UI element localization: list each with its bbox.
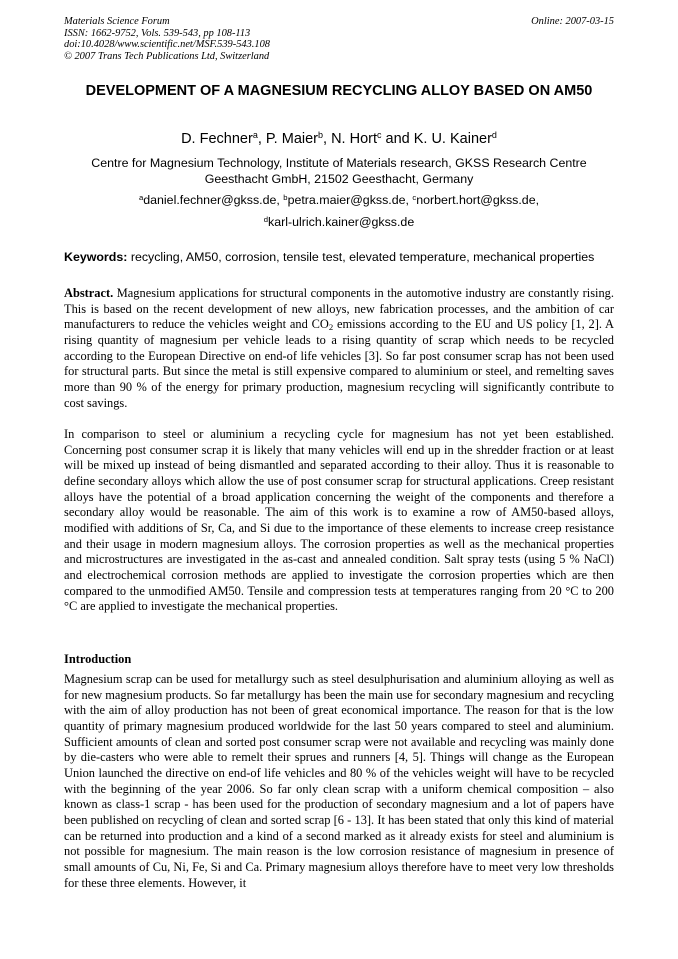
abstract-label: Abstract. [64,286,114,300]
section-heading-introduction: Introduction [64,652,132,666]
online-date: Online: 2007-03-15 [531,16,614,27]
email-line-2 [64,215,614,230]
author-separator: , [323,131,332,147]
journal-name: Materials Science Forum [64,16,170,27]
abstract-text-part2: emissions according to the EU and US policy [1, 2]. A rising quantity of magnesium per vehicle leads to a rising quantity of scrap which needs to be recycled according to the European Directive on end-of life vehicles [3]. So far post consumer scrap has not been used for structural parts. But since the metal is still expensive compared to aluminium or steel, and remelting saves more than 90 % of the energy for primary production, magnesium recycling will significantly contribute to cost savings. [64,317,614,410]
keywords-text: recycling, AM50, corrosion, tensile test, elevated temperature, mechanical properties [130,250,595,264]
author-separator: , [257,131,266,147]
email-mark: c [412,192,417,202]
author-name: N. Hort [331,131,377,147]
email-mark: b [283,192,288,202]
doi-line[interactable]: doi:10.4028/www.scientific.net/MSF.539-543.108 [64,39,270,51]
author-affil-mark: d [491,130,497,141]
email-address-c[interactable]: norbert.hort@gkss.de, [416,193,540,207]
author-name: P. Maier [265,131,318,147]
journal-header [64,16,614,62]
author-affil-mark: b [318,130,323,141]
email-line-1 [64,193,614,208]
author-affil-mark: c [376,130,382,141]
email-address-a[interactable]: daniel.fechner@gkss.de, [143,193,280,207]
abstract [64,286,614,411]
keywords [64,250,624,265]
affiliation: Centre for Magnesium Technology, Institute of Materials research, GKSS Research Centre Geesthacht GmbH, 21502 Geesthacht, Germany [91,156,587,186]
motivation-paragraph: In comparison to steel or aluminium a recycling cycle for magnesium has not yet been established. Concerning post consumer scrap it is likely that many vehicles will end up in the shredder fraction or at least will be mixed up instead of being dismantled and separated according to their alloy. Thus it is reasonable to define secondary alloys which allow the use of post consumer scrap for structural applications. Creep resistant alloys have the potential of a broad application concerning the weight of the components and therefore a secondary alloy would be reasonable. The aim of this work is to examine a row of AM50-based alloys, modified with additions of Sr, Ca, and Si due to the importance of these elements to increase creep resistance and their usage in modern magnesium alloys. The corrosion properties as well as the mechanical properties and microstructures are investigated in the as-cast and annealed condition. Salt spray tests (using 5 % NaCl) and electrochemical corrosion methods are applied to investigate the corrosion properties which are then compared to the unmodified AM50. Tensile and compression tests at temperatures ranging from 20 °C to 200 °C are applied to investigate the mechanical properties. [64,427,614,614]
email-address-b[interactable]: petra.maier@gkss.de, [287,193,409,207]
paper-title: DEVELOPMENT OF A MAGNESIUM RECYCLING ALLOY BASED ON AM50 [85,83,593,99]
author-list [64,130,614,148]
email-mark: d [263,214,269,224]
email-mark: a [138,192,144,202]
keywords-label: Keywords: [64,250,128,264]
author-separator: and [381,131,414,147]
copyright-line: © 2007 Trans Tech Publications Ltd, Switzerland [64,50,270,62]
author-name: D. Fechner [181,131,253,147]
abstract-text-part1: Magnesium applications for structural components in the automotive industry are constantly rising. This is based on the recent development of new alloys, new fabrication processes, and the ambition of car manufacturers to reduce the vehicles weight and CO [64,286,614,332]
issn-line: ISSN: 1662-9752, Vols. 539-543, pp 108-113 [64,27,251,39]
author-name: K. U. Kainer [413,131,492,147]
author-affil-mark: a [252,130,258,141]
co2-subscript: 2 [328,322,334,333]
email-address-d[interactable]: karl-ulrich.kainer@gkss.de [268,215,415,229]
introduction-paragraph: Magnesium scrap can be used for metallurgy such as steel desulphurisation and aluminium alloying as well as for new magnesium products. So far metallurgy has been the main use for secondary magnesium and recycling with the aim of alloy production has not been of great economical importance. The reason for that is the low quantity of primary magnesium produced worldwide for the last 50 years compared to steel and aluminium. Sufficient amounts of clean and sorted post consumer scrap were not available and recycling was mainly done by die-casters who were able to remelt their sprues and runners [4, 5]. Things will change as the European Union launched the directive on end-of life vehicles and 80 % of the vehicles weight will have to be recycled with the beginning of the year 2006. So far only clean scrap with a uniform chemical composition – also known as class-1 scrap - has been used for the production of secondary magnesium and a lot of papers have been published on recycling of clean and sorted scrap [6 - 13]. It has been stated that only this kind of material can be returned into production and a kind of a second marked as it already exists for steel and aluminium is not possible for magnesium. The main reason is the low corrosion resistance of magnesium in presence of small amounts of Cu, Ni, Fe, Si and Ca. Primary magnesium alloys therefore have to meet very low thresholds for these three elements. However, it [64,672,614,890]
